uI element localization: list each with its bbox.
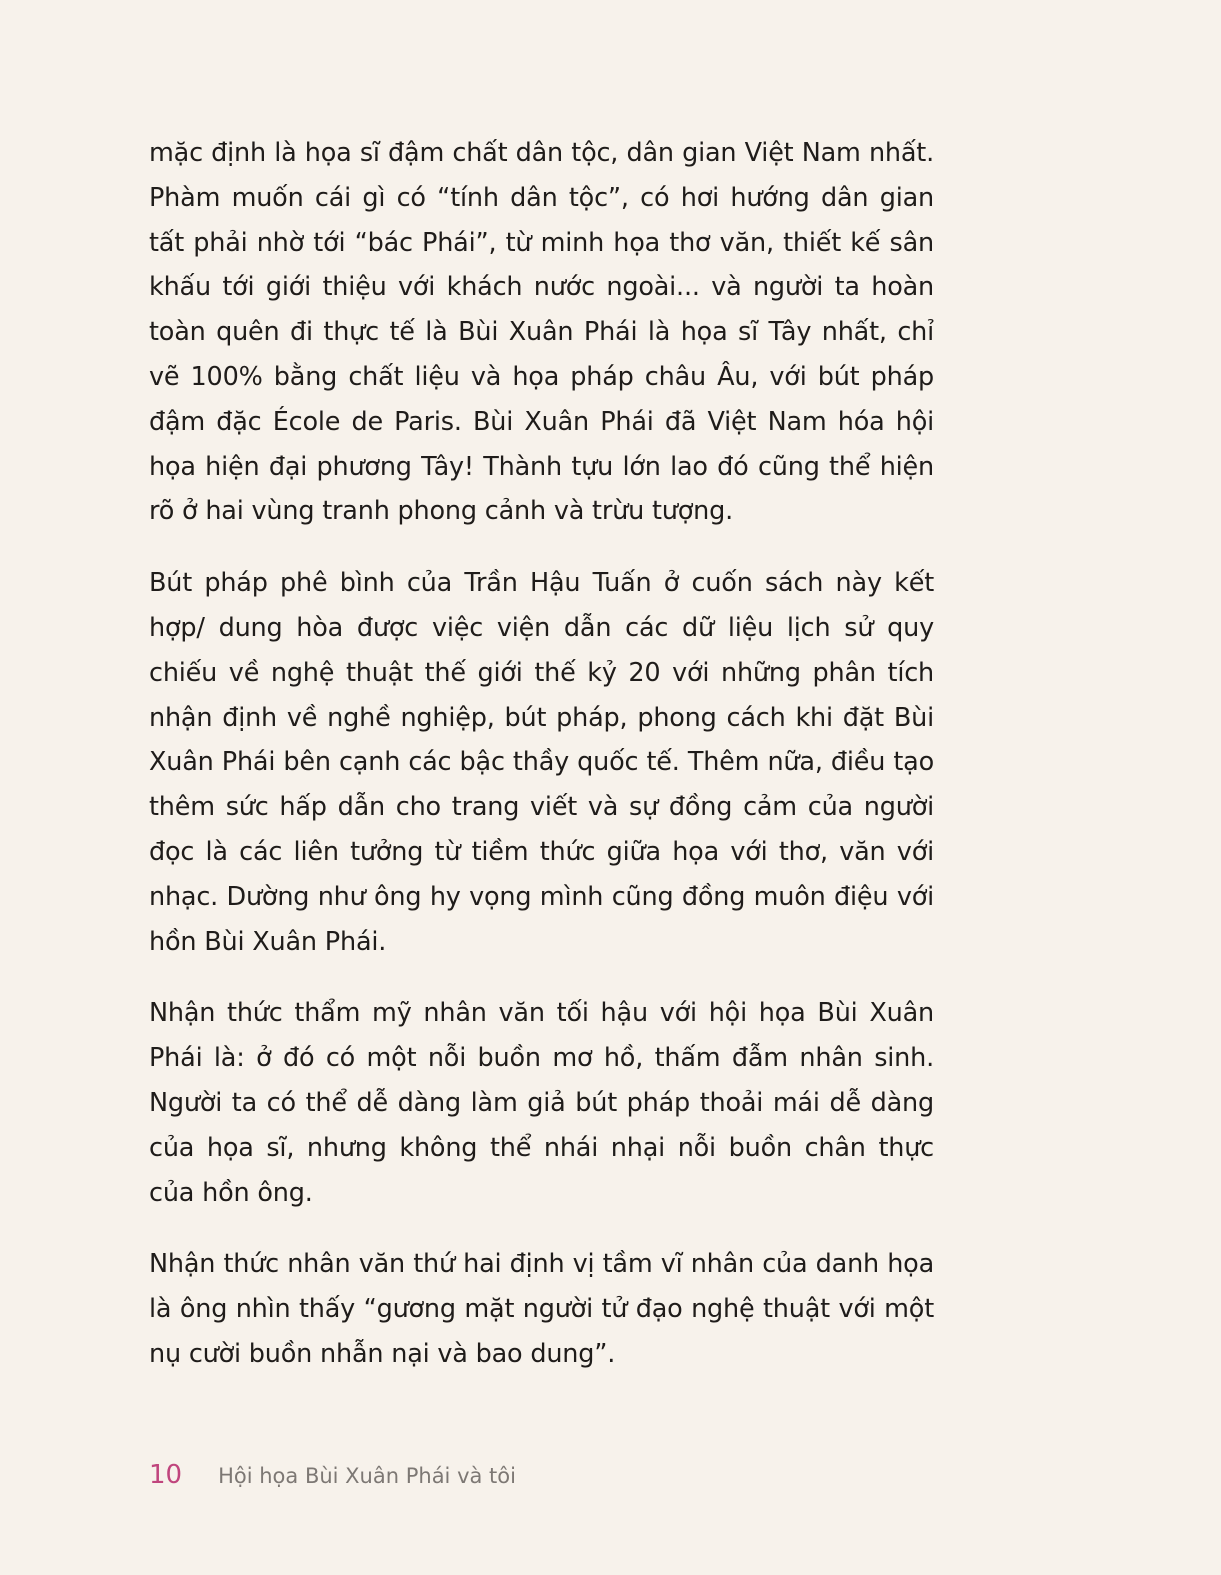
- page-footer: [149, 1460, 516, 1500]
- body-paragraph: Nhận thức thẩm mỹ nhân văn tối hậu với hội họa Bùi Xuân Phái là: ở đó có một nỗi buồn mơ hồ, thấm đẫm nhân sinh. Người ta có thể dễ dàng làm giả bút pháp thoải mái dễ dàng của họa sĩ, nhưng không thể nhái nhại nỗi buồn chân thực của hồn ông.: [149, 998, 934, 1208]
- body-paragraph: mặc định là họa sĩ đậm chất dân tộc, dân gian Việt Nam nhất. Phàm muốn cái gì có “tính dân tộc”, có hơi hướng dân gian tất phải nhờ tới “bác Phái”, từ minh họa thơ văn, thiết kế sân khấu tới giới thiệu với khách nước ngoài... và người ta hoàn toàn quên đi thực tế là Bùi Xuân Phái là họa sĩ Tây nhất, chỉ vẽ 100% bằng chất liệu và họa pháp châu Âu, với bút pháp đậm đặc École de Paris. Bùi Xuân Phái đã Việt Nam hóa hội họa hiện đại phương Tây! Thành tựu lớn lao đó cũng thể hiện rõ ở hai vùng tranh phong cảnh và trừu tượng.: [149, 138, 934, 527]
- page-number: 10: [149, 1460, 183, 1490]
- body-paragraph: Nhận thức nhân văn thứ hai định vị tầm vĩ nhân của danh họa là ông nhìn thấy “gương mặt người tử đạo nghệ thuật với một nụ cười buồn nhẫn nại và bao dung”.: [149, 1249, 934, 1369]
- running-title: Hội họa Bùi Xuân Phái và tôi: [218, 1464, 516, 1488]
- page-body: [149, 131, 934, 1404]
- body-paragraph: Bút pháp phê bình của Trần Hậu Tuấn ở cuốn sách này kết hợp/ dung hòa được việc viện dẫn các dữ liệu lịch sử quy chiếu về nghệ thuật thế giới thế kỷ 20 với những phân tích nhận định về nghề nghiệp, bút pháp, phong cách khi đặt Bùi Xuân Phái bên cạnh các bậc thầy quốc tế. Thêm nữa, điều tạo thêm sức hấp dẫn cho trang viết và sự đồng cảm của người đọc là các liên tưởng từ tiềm thức giữa họa với thơ, văn với nhạc. Dường như ông hy vọng mình cũng đồng muôn điệu với hồn Bùi Xuân Phái.: [149, 568, 934, 957]
